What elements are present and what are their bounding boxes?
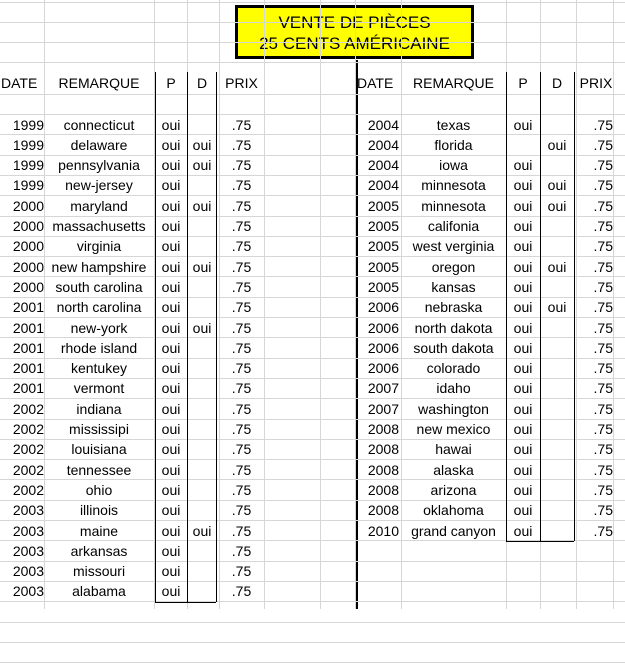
cell-p: oui [161,441,181,458]
cell-d [540,277,574,297]
cell-date: 2008 [367,502,399,519]
cell-p: oui [161,177,181,194]
cell-d [187,297,217,317]
cell-date: 2006 [367,299,399,316]
cell-date: 2003 [12,542,44,559]
cell-d [540,378,574,398]
cell-p: oui [513,299,533,316]
cell-d [187,419,217,439]
cell-p: oui [513,319,533,336]
cell-date: 2002 [12,421,44,437]
grid-line-vertical [264,0,265,609]
cell-date: 2002 [12,481,44,498]
cell-d [540,358,574,378]
cell-p: oui [513,238,533,255]
cell-prix: .75 [231,380,252,397]
cell-remarque: delaware [70,136,128,153]
cell-prix: .75 [231,441,252,458]
cell-date: 2000 [12,197,44,214]
cell-prix: .75 [231,421,252,437]
cell-date: 2000 [12,218,44,234]
cell-p: oui [513,461,533,478]
cell-prix: .75 [231,481,252,498]
cell-date: 2007 [367,400,399,417]
cell-date: 2002 [12,461,44,478]
cell-p: oui [161,157,181,174]
cell-prix: .75 [231,319,252,336]
cell-p: oui [161,116,181,133]
cell-prix: .75 [231,339,252,356]
cell-prix: .75 [231,522,252,539]
cell-remarque: connecticut [63,116,135,133]
grid-line-horizontal [0,62,625,63]
cell-p: oui [161,563,181,580]
cell-d [187,561,217,581]
cell-p: oui [513,522,533,539]
cell-p: oui [161,136,181,153]
grid-line-horizontal [0,94,625,95]
cell-date: 2000 [12,258,44,275]
column-border [574,72,575,541]
cell-date: 2001 [12,319,44,336]
cell-remarque: north carolina [56,299,142,316]
cell-d [540,480,574,500]
cell-date: 2000 [12,278,44,295]
cell-d: oui [192,319,212,336]
cell-p: oui [513,360,533,377]
cell-d: oui [547,136,567,153]
cell-prix: .75 [593,441,613,458]
cell-d [187,115,217,135]
cell-prix: .75 [231,136,252,153]
cell-remarque: oregon [431,258,476,275]
cell-prix: .75 [593,461,613,478]
cell-remarque: alabama [72,583,126,600]
header-date-left: DATE [1,75,38,91]
cell-remarque: maine [79,522,119,539]
cell-remarque: south dakota [413,339,494,356]
grid-line-vertical [355,0,356,609]
cell-date: 2002 [12,400,44,417]
cell-prix: .75 [231,502,252,519]
cell-prix: .75 [231,360,252,377]
cell-p: oui [513,421,533,437]
header-d-left: D [196,75,208,91]
cell-d [187,439,217,459]
column-border-bottom [155,602,216,603]
cell-date: 2003 [12,522,44,539]
cell-p: oui [513,339,533,356]
cell-prix: .75 [593,502,613,519]
cell-remarque: vermont [73,380,125,397]
cell-d [540,338,574,358]
cell-remarque: hawai [435,441,472,458]
cell-p: oui [513,400,533,417]
cell-prix: .75 [593,157,613,174]
cell-p: oui [161,319,181,336]
cell-prix: .75 [231,218,252,234]
cell-d [540,155,574,175]
cell-d: oui [192,197,212,214]
cell-date: 1999 [12,157,44,174]
cell-date: 2010 [367,522,399,539]
cell-remarque: texas [436,116,471,133]
cell-p: oui [161,502,181,519]
column-border [216,72,217,602]
cell-prix: .75 [231,542,252,559]
cell-p: oui [513,116,533,133]
cell-remarque: massachusetts [52,218,146,234]
column-border [506,72,507,541]
cell-remarque: missouri [72,563,126,580]
cell-date: 2003 [12,502,44,519]
cell-d [540,216,574,236]
cell-p: oui [513,218,533,234]
cell-remarque: virginia [76,238,122,255]
cell-p: oui [513,380,533,397]
cell-d [187,399,217,419]
cell-remarque: kansas [431,278,476,295]
cell-remarque: nebraska [424,299,483,316]
cell-date: 2008 [367,421,399,437]
cell-p: oui [161,278,181,295]
cell-d [540,419,574,439]
cell-p: oui [161,218,181,234]
header-prix-right: PRIX [579,75,613,91]
cell-p: oui [513,258,533,275]
cell-d: oui [192,136,212,153]
cell-date: 2001 [12,380,44,397]
cell-prix: .75 [593,360,613,377]
cell-d: oui [547,299,567,316]
cell-prix: .75 [593,238,613,255]
cell-remarque: indiana [76,400,122,417]
cell-date: 2008 [367,461,399,478]
cell-prix: .75 [231,299,252,316]
cell-remarque: west verginia [412,238,495,255]
cell-d [540,236,574,256]
header-d-right: D [551,75,563,91]
cell-d: oui [547,258,567,275]
cell-p: oui [161,197,181,214]
cell-remarque: tennessee [66,461,132,478]
cell-p: oui [513,278,533,295]
cell-prix: .75 [593,177,613,194]
cell-prix: .75 [593,421,613,437]
cell-p: oui [513,502,533,519]
cell-d: oui [192,522,212,539]
cell-remarque: new hampshire [51,258,147,275]
cell-remarque: north dakota [414,319,493,336]
cell-p: oui [513,481,533,498]
cell-p: oui [161,583,181,600]
cell-d [187,175,217,195]
cell-prix: .75 [593,522,613,539]
cell-prix: .75 [231,583,252,600]
cell-prix: .75 [593,299,613,316]
cell-prix: .75 [231,116,252,133]
cell-remarque: new-jersey [65,177,133,194]
cell-date: 2007 [367,380,399,397]
cell-d [540,521,574,541]
cell-remarque: minnesota [421,197,486,214]
grid-line-horizontal [0,42,625,43]
cell-remarque: florida [434,136,473,153]
cell-p: oui [161,461,181,478]
cell-prix: .75 [231,157,252,174]
cell-date: 2001 [12,299,44,316]
cell-date: 2006 [367,360,399,377]
cell-date: 2005 [367,258,399,275]
cell-p: oui [161,339,181,356]
title-line-1: VENTE DE PIÈCES [278,13,431,32]
cell-date: 2001 [12,360,44,377]
cell-remarque: alaska [433,461,474,478]
cell-date: 1999 [12,136,44,153]
column-border [155,72,156,602]
cell-prix: .75 [231,563,252,580]
cell-prix: .75 [231,400,252,417]
cell-d: oui [547,197,567,214]
cell-remarque: oklahoma [423,502,484,519]
cell-prix: .75 [593,218,613,234]
cell-remarque: arkansas [70,542,128,559]
cell-d [540,115,574,135]
cell-p: oui [161,400,181,417]
cell-remarque: new-york [70,319,128,336]
grid-line-horizontal [0,2,625,3]
header-p-left: P [166,75,176,91]
cell-d [540,500,574,520]
cell-prix: .75 [593,278,613,295]
cell-remarque: califonia [427,218,480,234]
cell-d [540,439,574,459]
cell-remarque: south carolina [55,278,143,295]
cell-remarque: mississipi [69,421,129,437]
cell-p: oui [161,481,181,498]
column-border-bottom [506,541,574,542]
cell-remarque: louisiana [71,441,127,458]
header-p-right: P [518,75,528,91]
header-remarque-left: REMARQUE [58,75,140,91]
cell-prix: .75 [593,258,613,275]
cell-prix: .75 [593,319,613,336]
cell-date: 2004 [367,157,399,174]
cell-d [187,378,217,398]
cell-prix: .75 [231,177,252,194]
cell-remarque: iowa [439,157,468,174]
cell-date: 1999 [12,116,44,133]
cell-remarque: kentukey [70,360,128,377]
cell-p: oui [161,360,181,377]
cell-remarque: new mexico [416,421,491,437]
cell-p: oui [513,197,533,214]
cell-d [187,480,217,500]
cell-d: oui [192,258,212,275]
cell-d: oui [547,177,567,194]
cell-date: 2006 [367,339,399,356]
cell-p: oui [161,258,181,275]
cell-remarque: maryland [70,197,128,214]
title-line-2: 25 CENTS AMÉRICAINE [259,34,450,53]
cell-date: 2003 [12,583,44,600]
cell-remarque: arizona [430,481,477,498]
cell-date: 2008 [367,441,399,458]
header-prix-left: PRIX [225,75,258,91]
cell-date: 2008 [367,481,399,498]
cell-date: 2005 [367,238,399,255]
cell-remarque: ohio [85,481,113,498]
cell-prix: .75 [593,197,613,214]
cell-p: oui [161,380,181,397]
cell-p: oui [161,522,181,539]
cell-date: 2002 [12,441,44,458]
grid-line-horizontal [0,642,625,643]
cell-date: 2004 [367,116,399,133]
cell-prix: .75 [593,400,613,417]
cell-prix: .75 [231,258,252,275]
cell-p [506,135,540,155]
cell-d [540,399,574,419]
cell-remarque: idaho [436,380,471,397]
cell-remarque: grand canyon [411,522,496,539]
cell-date: 2000 [12,238,44,255]
cell-prix: .75 [231,197,252,214]
cell-date: 2006 [367,319,399,336]
cell-prix: .75 [231,238,252,255]
cell-date: 2005 [367,197,399,214]
cell-d [187,338,217,358]
cell-d [187,460,217,480]
cell-d [540,460,574,480]
cell-date: 2005 [367,218,399,234]
cell-d [540,318,574,338]
cell-prix: .75 [231,461,252,478]
cell-p: oui [161,238,181,255]
cell-remarque: minnesota [421,177,486,194]
cell-prix: .75 [593,339,613,356]
grid-line-horizontal [0,22,625,23]
grid-line-vertical [320,0,321,609]
column-border [540,72,541,541]
cell-remarque: washington [418,400,489,417]
cell-date: 2003 [12,563,44,580]
cell-date: 2004 [367,136,399,153]
cell-prix: .75 [231,278,252,295]
cell-d [187,216,217,236]
cell-date: 2005 [367,278,399,295]
cell-p: oui [161,542,181,559]
grid-line-horizontal [0,622,625,623]
cell-prix: .75 [593,380,613,397]
cell-p: oui [161,421,181,437]
cell-remarque: pennsylvania [58,157,140,174]
cell-remarque: illinois [79,502,119,519]
cell-d [187,541,217,561]
cell-d [187,358,217,378]
header-remarque-right: REMARQUE [413,75,494,91]
cell-p: oui [513,157,533,174]
column-border [187,72,188,602]
cell-d [187,581,217,601]
cell-remarque: colorado [426,360,481,377]
cell-p: oui [513,441,533,458]
cell-date: 1999 [12,177,44,194]
cell-date: 2001 [12,339,44,356]
cell-remarque: rhode island [60,339,138,356]
cell-prix: .75 [593,116,613,133]
cell-p: oui [513,177,533,194]
header-date-right: DATE [357,75,394,91]
cell-d [187,236,217,256]
cell-date: 2004 [367,177,399,194]
cell-prix: .75 [593,481,613,498]
cell-p: oui [161,299,181,316]
cell-prix: .75 [593,136,613,153]
cell-d: oui [192,157,212,174]
cell-d [187,277,217,297]
cell-d [187,500,217,520]
